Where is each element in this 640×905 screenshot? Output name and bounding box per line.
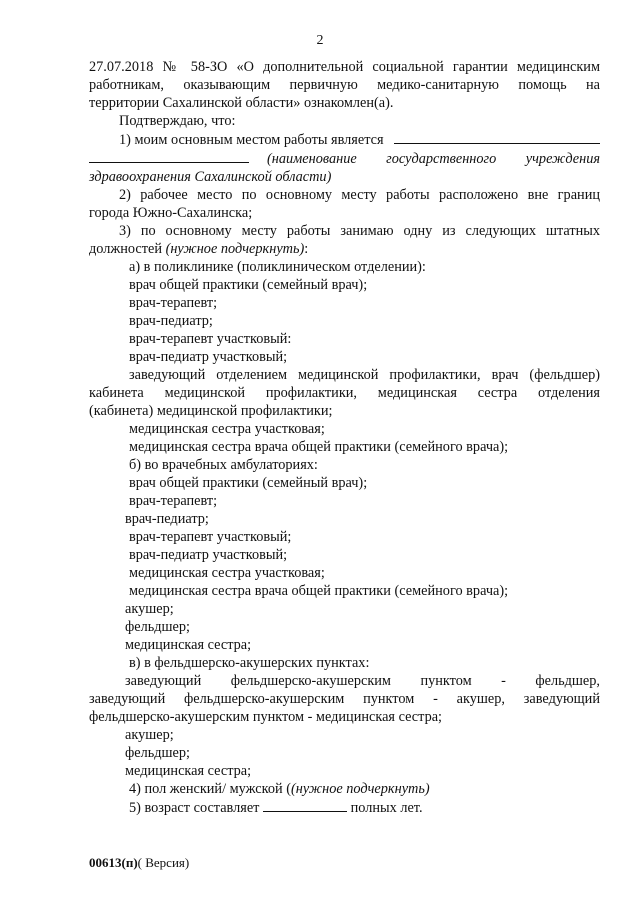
section-b-item: врач общей практики (семейный врач);: [129, 475, 368, 491]
page-number: 2: [316, 33, 324, 48]
section-a-item: медицинская сестра врача общей практики (семейного врача);: [129, 439, 509, 455]
item-3-plain: должностей: [89, 241, 162, 257]
section-c-head-line-2: заведующий фельдшерско-акушерским пунктом - акушер, заведующий: [89, 691, 600, 707]
item-5-line: [89, 798, 600, 817]
section-a-item: врач-терапевт участковый:: [129, 331, 292, 347]
section-b-item: врач-педиатр;: [125, 511, 209, 527]
section-a-item: врач-педиатр;: [129, 313, 213, 329]
section-b-item: медицинская сестра;: [125, 637, 252, 653]
section-b-item: акушер;: [125, 601, 174, 617]
intro-line-2: работникам, оказывающим первичную медико-санитарную помощь на: [89, 77, 600, 93]
section-a-item: медицинская сестра участковая;: [129, 421, 325, 437]
section-b-item: фельдшер;: [125, 619, 191, 635]
section-c-item: медицинская сестра;: [125, 763, 252, 779]
section-c-item: акушер;: [125, 727, 174, 743]
confirm-line: Подтверждаю, что:: [119, 113, 236, 129]
item-1-hint-a: (наименование государственного учреждения: [267, 151, 600, 167]
section-c-head-line-1: заведующий фельдшерско-акушерским пунктом - фельдшер,: [125, 673, 600, 689]
item-2-line-2: города Южно-Сахалинска;: [89, 205, 253, 221]
section-b-item: медицинская сестра участковая;: [129, 565, 325, 581]
workplace-blank[interactable]: [394, 130, 600, 144]
section-a-title: а) в поликлинике (поликлиническом отделении):: [129, 259, 426, 275]
intro-line-3: территории Сахалинской области» ознакомлен(а).: [89, 95, 394, 111]
section-b-item: врач-терапевт;: [129, 493, 218, 509]
section-a-head-line-3: (кабинета) медицинской профилактики;: [89, 403, 333, 419]
item-4-italic: (нужное подчеркнуть): [290, 781, 430, 797]
workplace-blank-cont[interactable]: [89, 149, 249, 163]
section-b-item: врач-терапевт участковый;: [129, 529, 292, 545]
footer-code: 00613(п): [89, 855, 138, 870]
section-c-head-line-3: фельдшерско-акушерским пунктом - медицинская сестра;: [89, 709, 443, 725]
item-1-line: [89, 130, 600, 149]
item-1-hint-line: [89, 149, 600, 168]
section-a-head-line-2: кабинета медицинской профилактики, медицинская сестра отделения: [89, 385, 600, 401]
item-5-before: 5) возраст составляет: [129, 800, 260, 816]
footer-version: [89, 855, 189, 871]
section-a-head-line-1: заведующий отделением медицинской профилактики, врач (фельдшер): [129, 367, 600, 383]
document-body: [89, 58, 600, 817]
section-a-item: врач-терапевт;: [129, 295, 218, 311]
item-5-after: полных лет.: [350, 800, 423, 816]
section-c-item: фельдшер;: [125, 745, 191, 761]
age-blank[interactable]: [263, 798, 347, 812]
section-b-item: медицинская сестра врача общей практики (семейного врача);: [129, 583, 509, 599]
footer-version-label: ( Версия): [137, 855, 190, 870]
section-b-item: врач-педиатр участковый;: [129, 547, 288, 563]
section-b-title: б) во врачебных амбулаториях:: [129, 457, 318, 473]
item-4-plain: 4) пол женский/ мужской (: [129, 781, 291, 797]
item-2-line-1: 2) рабочее место по основному месту работы расположено вне границ: [119, 187, 600, 203]
section-c-title: в) в фельдшерско-акушерских пунктах:: [129, 655, 370, 671]
item-1-hint-b: здравоохранения Сахалинской области): [89, 169, 332, 185]
item-4-line: [89, 780, 600, 798]
intro-line-1: 27.07.2018 № 58-ЗО «О дополнительной социальной гарантии медицинским: [89, 59, 600, 75]
item-3-italic: (нужное подчеркнуть): [165, 241, 305, 257]
section-a-item: врач-педиатр участковый;: [129, 349, 288, 365]
item-1-text: 1) моим основным местом работы является: [119, 132, 384, 148]
section-a-item: врач общей практики (семейный врач);: [129, 277, 368, 293]
item-3-line-2: [89, 240, 600, 258]
item-3-colon: :: [304, 241, 309, 257]
item-3-line-1: 3) по основному месту работы занимаю одну из следующих штатных: [119, 223, 600, 239]
